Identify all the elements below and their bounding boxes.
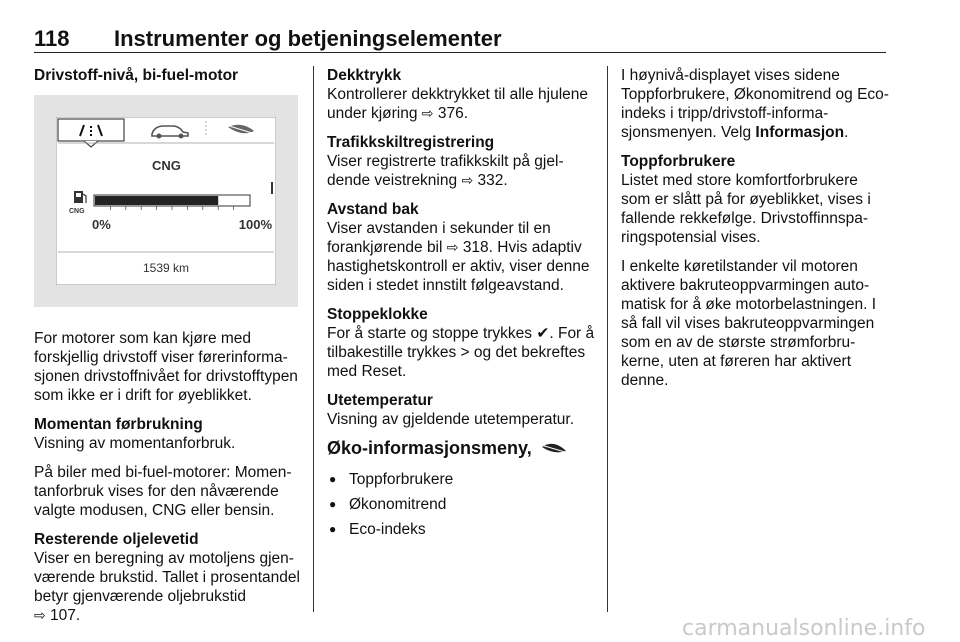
column-1 <box>34 66 300 625</box>
page-ref-icon: ⇨ <box>461 172 474 188</box>
top-consumers-text-1: Listet med store komfortforbrukere som er slått på for øyeblikket, vises i fallende rekkefølge. Drivstoffinnsparingspotensial vises. <box>621 172 871 246</box>
scrollbar <box>271 182 273 194</box>
stopwatch-text-3: og det bekreftes med Reset. <box>327 344 586 380</box>
top-consumers-text-2: I enkelte køretilstander vil motoren aktivere bakruteoppvarmingen automatisk for å øke motorbelastningen. I så fall vil vises bakruteoppvarmingen som en av de største strømforbrukerne, uten at føreren har aktivert denne. <box>621 258 877 389</box>
fuel-min-label: 0% <box>92 217 111 232</box>
period: . <box>844 124 849 141</box>
stopwatch-text-2: . For å tilbakestille trykkes <box>327 325 595 361</box>
page-ref-icon: ⇨ <box>446 239 459 255</box>
section-heading-stopwatch: Stoppeklokke <box>327 306 428 323</box>
eco-menu-list <box>327 470 595 539</box>
chevron-right-icon: > <box>460 344 470 361</box>
oil-life-text: Viser en beregning av motoljens gjenværende brukstid. Tallet i prosentandel betyr gjenværende oljebrukstid <box>34 550 300 605</box>
oil-life-ref: 107. <box>50 607 81 624</box>
page-title: Instrumenter og betjeningselementer <box>114 26 502 51</box>
tyre-pressure-ref: 376. <box>437 105 468 122</box>
fuel-display-figure <box>34 95 298 307</box>
intro-text: For motorer som kan kjøre med forskjellig drivstoff viser førerinformasjonen drivstoffnivået for drivstofftypen som ikke er i drift for øyeblikket. <box>34 330 298 404</box>
list-item: ● Toppforbrukere <box>327 470 595 489</box>
traffic-sign-text: Viser registrerte trafikkskilt på gjeldende veistrekning <box>327 153 564 189</box>
outside-temp-text: Visning av gjeldende utetemperatur. <box>327 411 575 428</box>
checkmark-icon: ✔ <box>536 325 550 342</box>
traffic-sign-ref: 332. <box>477 172 508 189</box>
section-heading-instant-consumption: Momentan førbrukning <box>34 416 203 433</box>
fuel-max-label: 100% <box>238 217 272 232</box>
tyre-pressure-text: Kontrollerer dekktrykket til alle hjulene under kjøring <box>327 86 589 122</box>
distance-text-1: Viser avstanden i sekunder til en forankjørende bil <box>327 220 551 256</box>
odometer: 1539 km <box>142 261 190 275</box>
column-divider <box>607 66 608 612</box>
fuel-icon-label: CNG <box>69 208 85 215</box>
section-heading-oil-life: Resterende oljelevetid <box>34 531 199 548</box>
section-heading-traffic-sign: Trafikkskiltregistrering <box>327 134 495 151</box>
section-heading-tyre-pressure: Dekktrykk <box>327 67 402 84</box>
section-heading-following-distance: Avstand bak <box>327 201 419 218</box>
column-3 <box>621 66 889 400</box>
stopwatch-text-1: For å starte og stoppe trykkes <box>327 325 533 342</box>
instant-consumption-text: Visning av momentanforbruk. <box>34 435 236 452</box>
distance-ref: 318. <box>462 239 493 256</box>
page-ref-icon: ⇨ <box>34 607 46 623</box>
distance-text-2: Hvis adaptiv hastighetskontroll er aktiv, viser denne siden i stedet innstilt følgeavstand. <box>327 239 590 294</box>
instant-consumption-text-bifuel: På biler med bi-fuel-motorer: Momentanforbruk vises for den nåværende valgte modusen, CNG eller bensin. <box>34 464 292 519</box>
list-item: ● Eco-indeks <box>327 520 595 539</box>
information-label: Informasjon <box>755 124 845 141</box>
section-heading-top-consumers: Toppforbrukere <box>621 153 736 170</box>
page-ref-icon: ⇨ <box>421 105 434 121</box>
high-level-intro: I høynivå-displayet vises sidene Toppforbrukere, Økonomitrend og Eco-indeks i tripp/drivstoff-informasjonsmenyen. Velg <box>621 67 889 141</box>
list-item: ● Økonomitrend <box>327 495 595 514</box>
section-heading-eco-menu: Øko-informasjonsmeny, <box>327 439 595 458</box>
watermark: carmanualsonline.info <box>682 616 926 641</box>
column-2 <box>327 66 595 545</box>
page-number: 118 <box>34 26 70 51</box>
section-heading-outside-temp: Utetemperatur <box>327 392 433 409</box>
page-header <box>34 26 886 53</box>
fuel-type-label: CNG <box>152 158 181 173</box>
section-heading-fuel-level: Drivstoff-nivå, bi-fuel-motor <box>34 67 239 84</box>
fuel-bar-fill <box>95 196 218 205</box>
column-divider <box>313 66 314 612</box>
eco-leaf-icon <box>540 441 568 457</box>
instrument-display <box>56 117 276 285</box>
